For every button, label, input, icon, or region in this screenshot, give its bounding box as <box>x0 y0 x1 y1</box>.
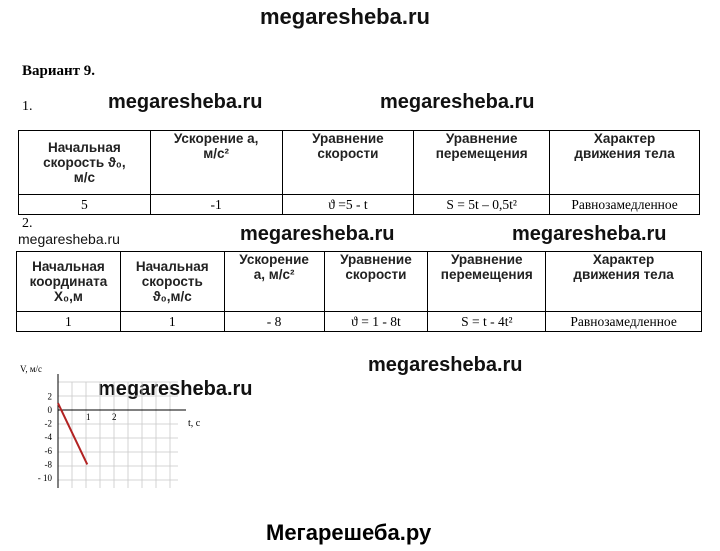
header-velocity-equation: Уравнение скорости <box>324 252 428 312</box>
header-watermark: megaresheba.ru <box>260 4 430 29</box>
chart-grid <box>58 382 178 488</box>
header-displacement-equation: Уравнение перемещения <box>428 252 546 312</box>
chart-axes <box>58 374 186 488</box>
cell-motion-type: Равнозамедленное <box>546 312 702 332</box>
task2-number: 2. <box>22 216 33 231</box>
footer-watermark: Мегарешеба.ру <box>266 520 432 545</box>
header-velocity-equation: Уравнение скорости <box>282 131 414 195</box>
chart-ylabel: V, м/с <box>20 364 43 374</box>
cell-displacement-equation: S = 5t – 0,5t² <box>414 195 550 215</box>
y-tick-label: -4 <box>44 432 52 443</box>
chart-series <box>58 403 87 464</box>
y-tick-label: - 10 <box>37 473 52 483</box>
x-tick-label: 1 <box>86 412 91 422</box>
header-initial-velocity: Начальная скорость ϑ₀,м/с <box>120 252 224 312</box>
chart-ticks <box>38 391 117 483</box>
watermark: megaresheba.ru <box>240 223 395 245</box>
table-row <box>17 312 702 332</box>
cell-velocity-equation: ϑ = 1 - 8t <box>324 312 428 332</box>
cell-acceleration: -1 <box>150 195 282 215</box>
y-tick-label: 2 <box>47 391 52 402</box>
header-motion-type: Характер движения тела <box>546 252 702 312</box>
x-tick-label: 2 <box>112 412 117 422</box>
header-initial-coordinate: Начальная координата X₀,м <box>17 252 121 312</box>
cell-displacement-equation: S = t - 4t² <box>428 312 546 332</box>
table-header-row <box>19 131 700 195</box>
variant-title: Вариант 9. <box>22 63 96 79</box>
cell-initial-coordinate: 1 <box>17 312 121 332</box>
header-initial-velocity: Начальная скорость ϑ₀, м/с <box>19 131 151 195</box>
watermark: megaresheba.ru <box>380 91 535 113</box>
table-row <box>19 195 700 215</box>
cell-initial-velocity: 1 <box>120 312 224 332</box>
watermark: megaresheba.ru <box>18 231 120 247</box>
task1-table <box>18 130 700 215</box>
task2-table <box>16 251 702 332</box>
y-tick-label: -8 <box>44 459 52 470</box>
cell-motion-type: Равнозамедленное <box>550 195 700 215</box>
task1-number: 1. <box>22 99 33 114</box>
velocity-line <box>58 403 87 464</box>
cell-initial-velocity: 5 <box>19 195 151 215</box>
cell-velocity-equation: ϑ =5 - t <box>282 195 414 215</box>
cell-acceleration: - 8 <box>224 312 324 332</box>
chart-xlabel: t, c <box>188 418 201 429</box>
y-tick-label: -2 <box>44 418 52 429</box>
header-displacement-equation: Уравнение перемещения <box>414 131 550 195</box>
header-acceleration: Ускорение а, м/с² <box>150 131 282 195</box>
velocity-time-chart <box>14 360 214 500</box>
y-tick-label: 0 <box>47 405 52 415</box>
header-acceleration: Ускорение а, м/с² <box>224 252 324 312</box>
watermark: megaresheba.ru <box>108 91 263 113</box>
watermark: megaresheba.ru <box>368 354 523 376</box>
table-header-row <box>17 252 702 312</box>
watermark: megaresheba.ru <box>98 378 253 400</box>
watermark: megaresheba.ru <box>512 223 667 245</box>
header-motion-type: Характер движения тела <box>550 131 700 195</box>
y-tick-label: -6 <box>44 445 52 456</box>
